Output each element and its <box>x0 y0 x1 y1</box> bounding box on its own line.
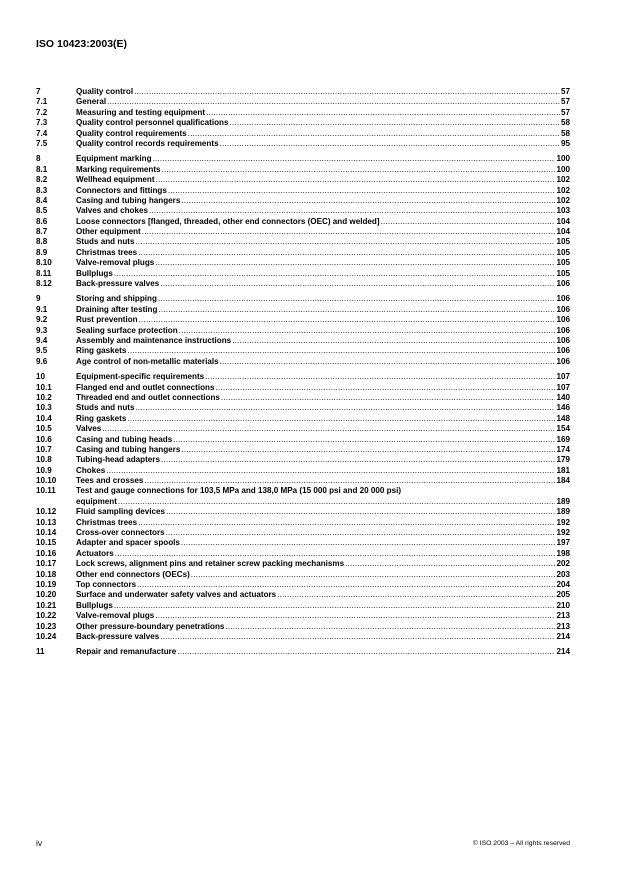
toc-entry[interactable] <box>36 279 570 289</box>
toc-entry-title: Top connectors <box>76 579 137 589</box>
toc-entry-title: Valve-removal plugs <box>76 611 155 621</box>
toc-entry-page: 210 <box>556 600 570 610</box>
toc-entry-title: Ring gaskets <box>76 413 127 423</box>
toc-entry-number: 9.3 <box>36 325 48 335</box>
toc-entry-page: 106 <box>556 346 570 356</box>
toc-entry-title: Quality control records requirements <box>76 138 219 148</box>
toc-leader-dots <box>138 248 555 258</box>
toc-leader-dots <box>155 258 555 268</box>
toc-entry[interactable] <box>36 424 570 434</box>
toc-section <box>36 154 570 289</box>
toc-entry-title: Marking requirements <box>76 164 161 174</box>
toc-entry[interactable] <box>36 622 570 632</box>
toc-entry-page: 148 <box>556 413 570 423</box>
toc-entry-title: Quality control personnel qualifications <box>76 118 229 128</box>
toc-leader-dots <box>277 590 555 600</box>
toc-entry-page: 184 <box>556 476 570 486</box>
toc-entry-number: 8.5 <box>36 206 48 216</box>
toc-entry-title: Valve-removal plugs <box>76 258 155 268</box>
toc-leader-dots <box>179 326 556 336</box>
toc-leader-dots <box>135 403 555 413</box>
toc-entry[interactable] <box>36 305 570 315</box>
toc-leader-dots <box>205 372 555 382</box>
toc-entry[interactable] <box>36 570 570 580</box>
toc-entry[interactable] <box>36 372 570 382</box>
toc-leader-dots <box>220 139 560 149</box>
toc-entry-number: 9.2 <box>36 315 48 325</box>
toc-leader-dots <box>188 129 560 139</box>
toc-entry-title: Ring gaskets <box>76 346 127 356</box>
toc-entry[interactable] <box>36 97 570 107</box>
toc-entry-number: 10.1 <box>36 382 52 392</box>
toc-entry-title: Flanged end and outlet connections <box>76 382 215 392</box>
toc-entry-number: 7.2 <box>36 107 48 117</box>
toc-entry-page: 181 <box>556 465 570 475</box>
toc-leader-dots <box>173 435 555 445</box>
toc-section <box>36 372 570 642</box>
footer-page-number: iv <box>36 838 43 848</box>
toc-entry-number: 8.11 <box>36 268 52 278</box>
toc-entry-number: 8.4 <box>36 195 48 205</box>
toc-entry-title: Christmas trees <box>76 517 138 527</box>
toc-leader-dots <box>138 518 555 528</box>
toc-leader-dots <box>144 476 555 486</box>
toc-entry-title: Bullplugs <box>76 268 113 278</box>
toc-entry-page: 204 <box>556 579 570 589</box>
toc-entry-page: 140 <box>556 392 570 402</box>
toc-entry[interactable] <box>36 269 570 279</box>
toc-leader-dots <box>161 455 556 465</box>
toc-entry[interactable] <box>36 237 570 247</box>
toc-entry-page: 100 <box>556 164 570 174</box>
toc-entry[interactable] <box>36 601 570 611</box>
toc-leader-dots <box>155 611 555 621</box>
toc-entry[interactable] <box>36 647 570 657</box>
toc-entry-number: 7.5 <box>36 138 48 148</box>
toc-entry-title: Bullplugs <box>76 600 113 610</box>
toc-entry-page: 203 <box>556 569 570 579</box>
toc-leader-dots <box>127 414 555 424</box>
toc-section <box>36 647 570 657</box>
toc-entry-number: 8.6 <box>36 216 48 226</box>
toc-leader-dots <box>220 357 556 367</box>
toc-entry[interactable] <box>36 486 570 496</box>
toc-leader-dots <box>107 97 560 107</box>
toc-entry-number: 9.1 <box>36 304 48 314</box>
toc-entry[interactable] <box>36 326 570 336</box>
toc-entry[interactable] <box>36 118 570 128</box>
toc-entry-page: 106 <box>556 325 570 335</box>
toc-leader-dots <box>221 393 556 403</box>
toc-entry-number: 8.9 <box>36 247 48 257</box>
toc-leader-dots <box>153 154 556 164</box>
toc-entry-number: 9.6 <box>36 356 48 366</box>
toc-entry-page: 214 <box>556 631 570 641</box>
toc-entry-page: 103 <box>556 206 570 216</box>
toc-leader-dots <box>158 305 555 315</box>
toc-entry[interactable] <box>36 227 570 237</box>
toc-entry-page: 102 <box>556 195 570 205</box>
toc-entry-number: 10.6 <box>36 434 52 444</box>
toc-entry-page: 174 <box>556 444 570 454</box>
toc-leader-dots <box>142 227 556 237</box>
toc-entry-number: 10.11 <box>36 486 56 496</box>
table-of-contents <box>36 87 570 663</box>
toc-entry-number: 10.12 <box>36 507 57 517</box>
toc-entry-title: Storing and shipping <box>76 294 157 304</box>
toc-entry[interactable] <box>36 507 570 517</box>
toc-entry-page: 205 <box>556 590 570 600</box>
toc-entry-number: 10.22 <box>36 611 57 621</box>
toc-entry-title: Other equipment <box>76 227 141 237</box>
toc-entry-title: Other pressure-boundary penetrations <box>76 621 225 631</box>
toc-section <box>36 87 570 149</box>
toc-entry-continuation[interactable] <box>36 497 570 507</box>
toc-entry-title: Surface and underwater safety valves and actuators <box>76 590 277 600</box>
toc-leader-dots <box>156 175 556 185</box>
toc-entry-number: 9.5 <box>36 346 48 356</box>
toc-entry[interactable] <box>36 632 570 642</box>
toc-entry[interactable] <box>36 165 570 175</box>
toc-entry-number: 10.7 <box>36 444 52 454</box>
toc-entry-number: 8.7 <box>36 227 48 237</box>
toc-entry-title: Tubing-head adapters <box>76 455 160 465</box>
toc-entry-page: 102 <box>556 185 570 195</box>
toc-entry-title: Valves <box>76 424 102 434</box>
toc-entry[interactable] <box>36 455 570 465</box>
toc-entry[interactable] <box>36 466 570 476</box>
toc-entry[interactable] <box>36 357 570 367</box>
toc-entry-title: Casing and tubing heads <box>76 434 173 444</box>
toc-leader-dots <box>134 87 560 97</box>
toc-entry-title: Fluid sampling devices <box>76 507 166 517</box>
toc-leader-dots <box>139 315 556 325</box>
toc-entry-page: 58 <box>560 118 570 128</box>
toc-entry-number: 10.17 <box>36 559 57 569</box>
toc-entry-number: 9 <box>36 294 41 304</box>
toc-entry-number: 10.2 <box>36 392 52 402</box>
toc-entry-page: 106 <box>556 304 570 314</box>
toc-entry-page: 189 <box>556 496 570 506</box>
toc-entry-number: 8.8 <box>36 237 48 247</box>
toc-entry-page: 146 <box>556 403 570 413</box>
toc-entry-title: Valves and chokes <box>76 206 148 216</box>
toc-entry-number: 10.18 <box>36 569 57 579</box>
toc-entry-number: 7.1 <box>36 97 48 107</box>
toc-entry-page: 154 <box>556 424 570 434</box>
toc-entry-title: Studs and nuts <box>76 403 135 413</box>
toc-entry[interactable] <box>36 206 570 216</box>
toc-entry[interactable] <box>36 217 570 227</box>
toc-leader-dots <box>127 346 555 356</box>
toc-leader-dots <box>135 237 555 247</box>
toc-leader-dots <box>177 647 555 657</box>
toc-entry-number: 10.15 <box>36 538 57 548</box>
toc-leader-dots <box>102 424 555 434</box>
toc-entry[interactable] <box>36 435 570 445</box>
toc-entry-page: 104 <box>556 216 570 226</box>
toc-entry-title: Chokes <box>76 465 106 475</box>
toc-entry-title: Connectors and fittings <box>76 185 167 195</box>
toc-entry-title: Casing and tubing hangers <box>76 444 181 454</box>
toc-entry-title: Tees and crosses <box>76 476 144 486</box>
toc-entry-number: 10.3 <box>36 403 52 413</box>
toc-entry-number: 10 <box>36 372 46 382</box>
toc-entry[interactable] <box>36 196 570 206</box>
toc-entry-title: Loose connectors [flanged, threaded, other end connectors (OEC) and welded] <box>76 216 380 226</box>
toc-entry-number: 10.4 <box>36 413 52 423</box>
toc-entry-title: Equipment-specific requirements <box>76 372 205 382</box>
toc-entry-page: 106 <box>556 335 570 345</box>
toc-entry-page: 106 <box>556 315 570 325</box>
toc-entry[interactable] <box>36 549 570 559</box>
toc-entry-title: Draining after testing <box>76 304 158 314</box>
toc-entry-page: 169 <box>556 434 570 444</box>
toc-entry-title: Equipment marking <box>76 154 152 164</box>
toc-entry-page: 105 <box>556 268 570 278</box>
toc-entry-number: 10.14 <box>36 528 57 538</box>
toc-entry[interactable] <box>36 336 570 346</box>
toc-entry[interactable] <box>36 590 570 600</box>
toc-leader-dots <box>115 549 556 559</box>
toc-entry-number: 7.4 <box>36 128 48 138</box>
toc-entry-number: 8.1 <box>36 164 48 174</box>
toc-entry-number: 10.13 <box>36 517 57 527</box>
toc-leader-dots <box>181 196 555 206</box>
toc-entry-number: 10.20 <box>36 590 57 600</box>
toc-entry-number: 11 <box>36 647 45 657</box>
toc-leader-dots <box>168 186 556 196</box>
toc-entry[interactable] <box>36 129 570 139</box>
toc-entry-number: 10.24 <box>36 631 57 641</box>
document-header-title: ISO 10423:2003(E) <box>36 38 128 50</box>
toc-entry[interactable] <box>36 175 570 185</box>
toc-leader-dots <box>160 632 555 642</box>
toc-entry-number: 10.10 <box>36 476 57 486</box>
toc-entry-title: Assembly and maintenance instructions <box>76 335 232 345</box>
toc-entry-title: Adapter and spacer spools <box>76 538 180 548</box>
toc-entry-title: Back-pressure valves <box>76 279 160 289</box>
toc-leader-dots <box>166 507 555 517</box>
toc-leader-dots <box>162 165 556 175</box>
toc-entry[interactable] <box>36 414 570 424</box>
toc-entry-page: 105 <box>556 247 570 257</box>
toc-entry-page: 214 <box>556 647 570 657</box>
toc-entry-page: 106 <box>556 294 570 304</box>
toc-entry-title: Rust prevention <box>76 315 138 325</box>
toc-entry-number: 9.4 <box>36 335 48 345</box>
toc-entry-page: 198 <box>556 548 570 558</box>
toc-leader-dots <box>216 383 556 393</box>
toc-entry-number: 10.16 <box>36 548 57 558</box>
toc-entry[interactable] <box>36 108 570 118</box>
toc-leader-dots <box>166 528 556 538</box>
toc-entry-number: 10.19 <box>36 579 57 589</box>
toc-entry-title: Measuring and testing equipment <box>76 107 206 117</box>
toc-entry-number: 8.10 <box>36 258 52 268</box>
toc-entry[interactable] <box>36 315 570 325</box>
toc-leader-dots <box>225 622 555 632</box>
toc-entry[interactable] <box>36 580 570 590</box>
toc-entry-page: 100 <box>556 154 570 164</box>
toc-entry-title: Quality control <box>76 87 134 96</box>
toc-entry-number: 10.8 <box>36 455 52 465</box>
toc-leader-dots <box>181 445 555 455</box>
toc-entry-title: Christmas trees <box>76 247 138 257</box>
toc-section <box>36 294 570 367</box>
toc-entry[interactable] <box>36 611 570 621</box>
toc-entry-title: Repair and remanufacture <box>76 647 177 657</box>
toc-entry[interactable] <box>36 154 570 164</box>
toc-entry-title: Studs and nuts <box>76 237 135 247</box>
toc-leader-dots <box>118 497 556 507</box>
toc-entry[interactable] <box>36 248 570 258</box>
toc-entry-page: 192 <box>556 528 570 538</box>
toc-entry[interactable] <box>36 383 570 393</box>
toc-entry-title: Cross-over connectors <box>76 528 165 538</box>
toc-entry[interactable] <box>36 186 570 196</box>
toc-entry-page: 57 <box>560 97 570 107</box>
toc-entry[interactable] <box>36 538 570 548</box>
toc-entry[interactable] <box>36 559 570 569</box>
toc-entry-page: 107 <box>556 372 570 382</box>
toc-leader-dots <box>160 279 555 289</box>
toc-entry-page: 105 <box>556 258 570 268</box>
toc-entry[interactable] <box>36 445 570 455</box>
toc-entry-page: 179 <box>556 455 570 465</box>
toc-leader-dots <box>137 580 555 590</box>
toc-entry-title: General <box>76 97 107 107</box>
toc-entry-page: 106 <box>556 279 570 289</box>
toc-leader-dots <box>232 336 555 346</box>
toc-entry-number: 8.12 <box>36 279 52 289</box>
footer-copyright: © ISO 2003 – All rights reserved <box>472 840 570 847</box>
toc-entry-page: 57 <box>560 87 570 96</box>
toc-entry-page: 202 <box>556 559 570 569</box>
toc-leader-dots <box>206 108 560 118</box>
toc-entry-title: Wellhead equipment <box>76 175 155 185</box>
toc-entry-number: 10.23 <box>36 621 57 631</box>
toc-entry-page: 106 <box>556 356 570 366</box>
toc-entry-page: 192 <box>556 517 570 527</box>
toc-entry-title: Other end connectors (OECs) <box>76 569 190 579</box>
toc-entry[interactable] <box>36 518 570 528</box>
toc-entry-number: 10.9 <box>36 465 52 475</box>
toc-entry-page: 213 <box>556 621 570 631</box>
toc-entry-title: Threaded end and outlet connections <box>76 392 220 402</box>
toc-entry-number: 8 <box>36 154 41 164</box>
toc-entry-title: Actuators <box>76 548 114 558</box>
toc-leader-dots <box>106 466 555 476</box>
toc-leader-dots <box>191 570 556 580</box>
toc-entry-page: 95 <box>560 138 570 148</box>
toc-entry-title: Test and gauge connections for 103,5 MPa and 138,0 MPa (15 000 psi and 20 000 psi) <box>76 486 402 496</box>
toc-entry-title: Sealing surface protection <box>76 325 178 335</box>
toc-entry-title: Casing and tubing hangers <box>76 195 181 205</box>
toc-entry-page: 102 <box>556 175 570 185</box>
toc-entry-page: 104 <box>556 227 570 237</box>
toc-leader-dots <box>229 118 560 128</box>
toc-leader-dots <box>114 601 556 611</box>
toc-entry[interactable] <box>36 139 570 149</box>
toc-entry-title: Back-pressure valves <box>76 631 160 641</box>
toc-entry-number: 7.3 <box>36 118 48 128</box>
toc-entry-page: 189 <box>556 507 570 517</box>
toc-leader-dots <box>345 559 555 569</box>
toc-entry[interactable] <box>36 528 570 538</box>
toc-entry-page: 213 <box>556 611 570 621</box>
toc-entry[interactable] <box>36 393 570 403</box>
toc-entry-number: 10.5 <box>36 424 52 434</box>
toc-leader-dots <box>381 217 556 227</box>
toc-leader-dots <box>149 206 555 216</box>
toc-leader-dots <box>114 269 556 279</box>
toc-entry-page: 197 <box>556 538 570 548</box>
toc-entry-page: 58 <box>560 128 570 138</box>
toc-entry[interactable] <box>36 476 570 486</box>
toc-entry[interactable] <box>36 258 570 268</box>
toc-entry[interactable] <box>36 87 570 97</box>
toc-entry-number: 7 <box>36 87 41 96</box>
toc-entry-title: Quality control requirements <box>76 128 187 138</box>
toc-entry[interactable] <box>36 294 570 304</box>
toc-leader-dots <box>181 538 556 548</box>
toc-entry-page: 57 <box>560 107 570 117</box>
toc-entry-title: Age control of non-metallic materials <box>76 356 219 366</box>
toc-entry-title-continuation: equipment <box>76 496 117 506</box>
toc-entry-page: 107 <box>556 382 570 392</box>
toc-leader-dots <box>158 294 556 304</box>
toc-entry-page: 105 <box>556 237 570 247</box>
toc-entry-number: 8.3 <box>36 185 48 195</box>
toc-entry-number: 8.2 <box>36 175 48 185</box>
toc-entry[interactable] <box>36 403 570 413</box>
toc-entry-title: Lock screws, alignment pins and retainer screw packing mechanisms <box>76 559 345 569</box>
toc-entry[interactable] <box>36 346 570 356</box>
toc-entry-number: 10.21 <box>36 600 57 610</box>
